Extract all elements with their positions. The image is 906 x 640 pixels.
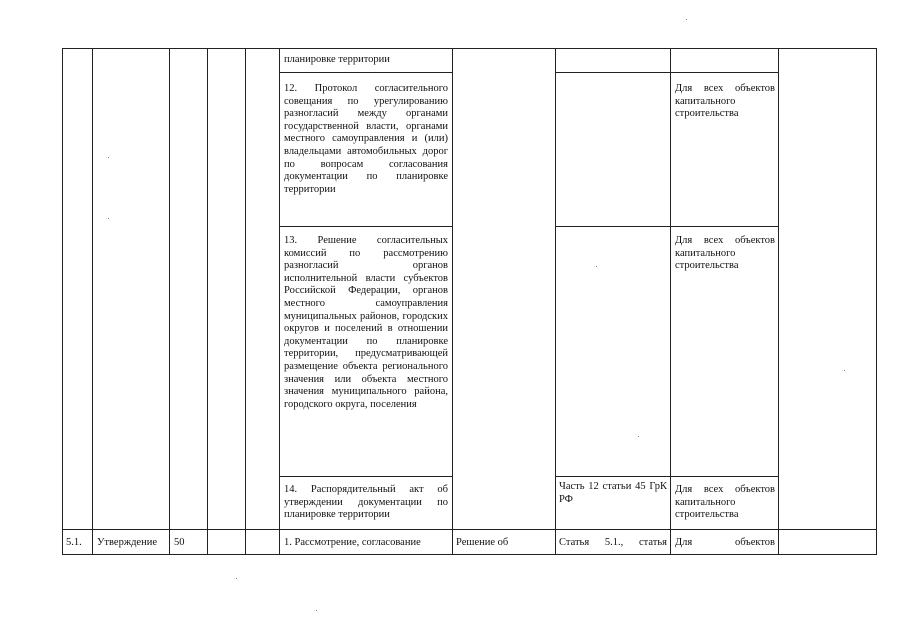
document-cell-planning: планировке территории <box>284 54 390 65</box>
table-border-top <box>62 48 877 49</box>
procedure-item: 1. Рассмотрение, согласование <box>284 537 421 548</box>
legal-basis-cell: Часть 12 статьи 45 ГрК РФ <box>559 481 667 505</box>
column-divider <box>279 48 280 555</box>
scan-speck <box>844 370 845 371</box>
scan-speck <box>596 266 597 267</box>
duration-days: 50 <box>174 537 185 548</box>
row-divider <box>279 226 453 227</box>
document-cell-commission-decision: 13. Решение согласительных комиссий по рассмотрению разногласий органов исполнительной власти субъектов Российской Федерации, органов местного самоуправления муниципальных районов, городских округов и поселений в отношении документации по планировке территории, предусматривающей размещение объекта регионального значения или объекта местного значения муниципального района, городского округа, поселения <box>284 235 448 410</box>
scan-speck <box>316 610 317 611</box>
table-border-bottom <box>62 554 877 555</box>
table-border-left <box>62 48 63 555</box>
scan-speck <box>108 218 109 219</box>
row-divider <box>279 72 453 73</box>
row-divider <box>555 72 779 73</box>
scan-speck <box>236 578 237 579</box>
column-divider <box>555 48 556 555</box>
document-cell-protocol: 12. Протокол согласительного совещания по урегулированию разногласий между органами государственной власти, органами местного самоуправления и (или) владельцами автомобильных дорог по вопросам согласования документации по планировке территории <box>284 83 448 195</box>
column-divider <box>245 48 246 555</box>
column-divider <box>92 48 93 555</box>
applicability-cell: Для всех объектов капитального строительства <box>675 484 775 521</box>
column-divider <box>778 48 779 555</box>
row-divider <box>555 226 779 227</box>
scan-speck <box>638 436 639 437</box>
column-divider <box>452 48 453 555</box>
row-divider <box>62 529 877 530</box>
document-cell-approval-act: 14. Распорядительный акт об утверждении документации по планировке территории <box>284 484 448 521</box>
row-number: 5.1. <box>66 537 82 548</box>
applicability-cell: Для всех объектов капитального строительства <box>675 235 775 272</box>
row-divider <box>279 476 453 477</box>
stage-name: Утверждение <box>97 537 157 548</box>
column-divider <box>169 48 170 555</box>
result-document: Решение об <box>456 537 509 548</box>
column-divider <box>670 48 671 555</box>
scan-speck <box>686 19 687 20</box>
table-border-right <box>876 48 877 555</box>
applicability-cell: Для всех объектов капитального строительства <box>675 83 775 120</box>
scan-speck <box>108 157 109 158</box>
applicability: Для объектов <box>675 537 775 548</box>
row-divider <box>555 476 779 477</box>
column-divider <box>207 48 208 555</box>
legal-basis: Статья 5.1., статья <box>559 537 667 548</box>
